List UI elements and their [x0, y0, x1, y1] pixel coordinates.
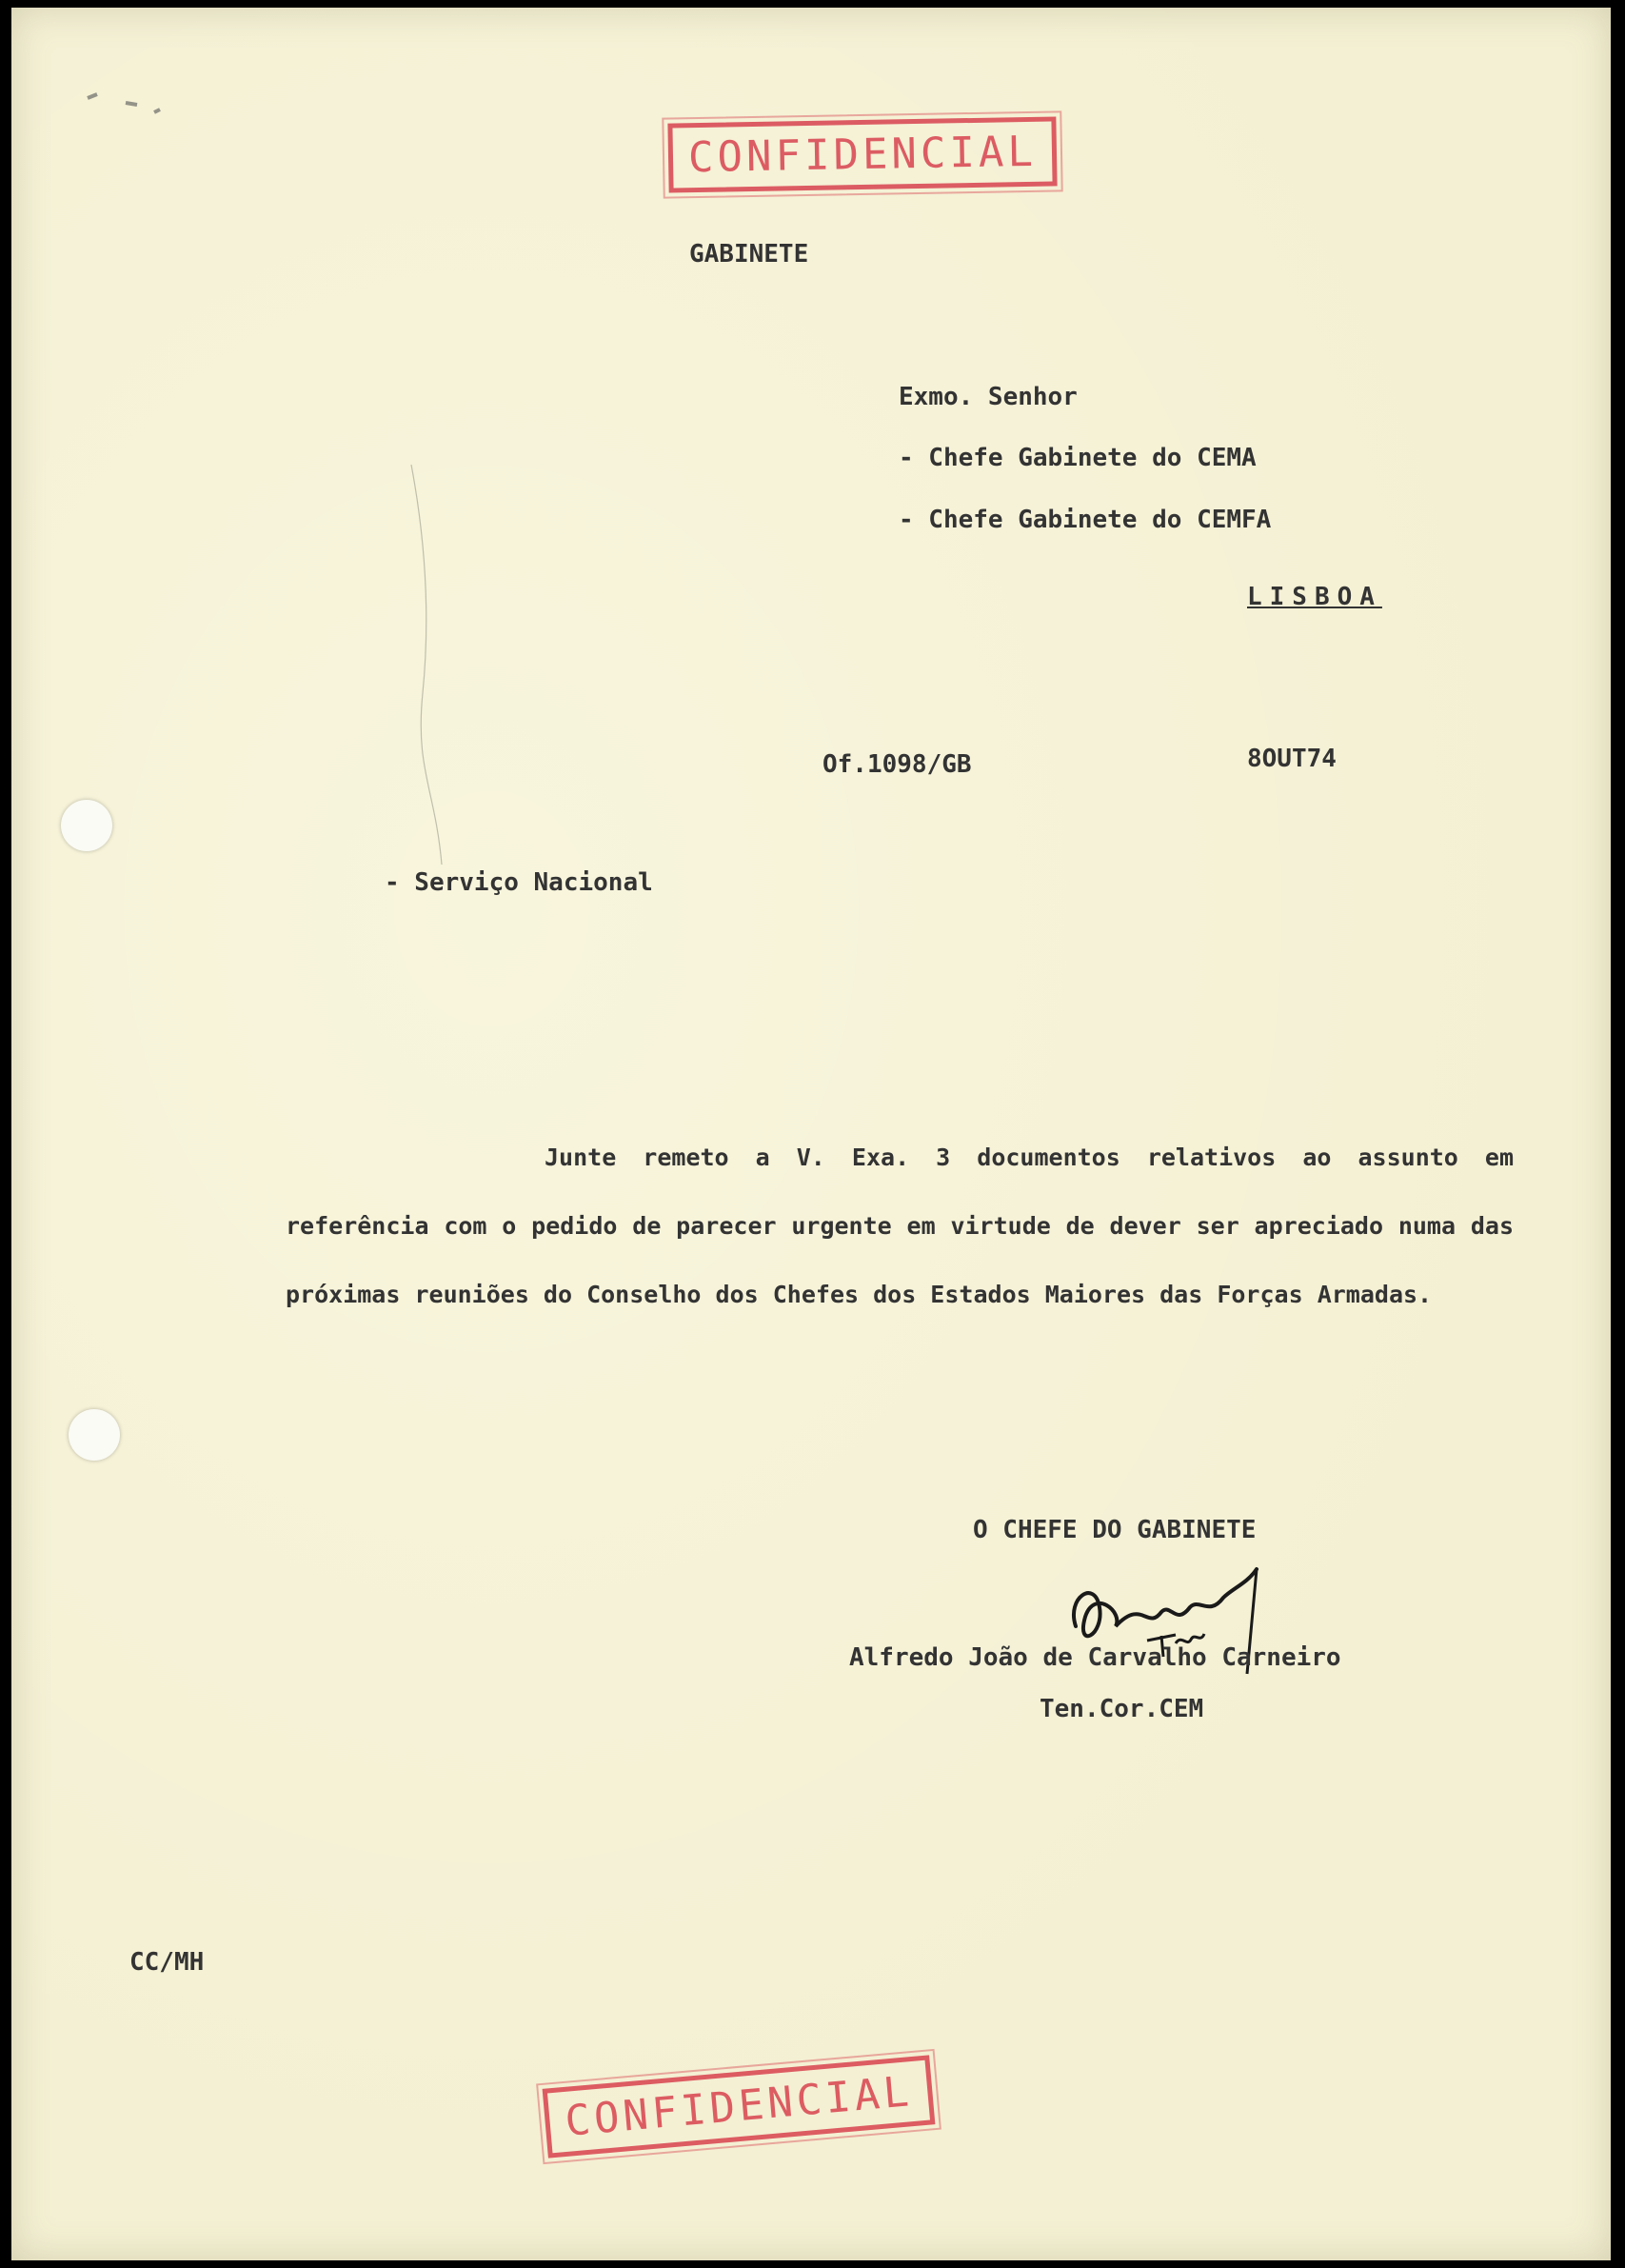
body-paragraph: Junte remeto a V. Exa. 3 documentos relativos ao assunto em referência com o pedido de parecer urgente em virtude de dever ser apreciado numa das próximas reuniões do Conselho dos Chefes dos Estados Maiores das Forças Armadas. — [286, 1144, 1514, 1308]
confidential-stamp-top: CONFIDENCIAL — [667, 116, 1057, 192]
confidential-stamp-bottom: CONFIDENCIAL — [543, 2055, 936, 2158]
destination-city: LISBOA — [1247, 583, 1382, 611]
office-heading: GABINETE — [689, 240, 809, 269]
signatory-rank: Ten.Cor.CEM — [1040, 1695, 1204, 1723]
typist-initials: CC/MH — [129, 1948, 205, 1977]
reference-date: 8OUT74 — [1247, 745, 1337, 773]
recipient-line-1: - Chefe Gabinete do CEMA — [899, 444, 1257, 472]
signatory-name: Alfredo João de Carvalho Carneiro — [849, 1643, 1341, 1672]
recipient-line-2: - Chefe Gabinete do CEMFA — [899, 506, 1272, 534]
reference-number: Of.1098/GB — [822, 750, 972, 779]
punch-hole-top — [61, 800, 112, 851]
document-page — [11, 8, 1611, 2260]
punch-hole-bottom — [69, 1409, 120, 1461]
signatory-title: O CHEFE DO GABINETE — [973, 1516, 1257, 1544]
salutation: Exmo. Senhor — [899, 383, 1078, 411]
subject-line: - Serviço Nacional — [385, 868, 653, 897]
